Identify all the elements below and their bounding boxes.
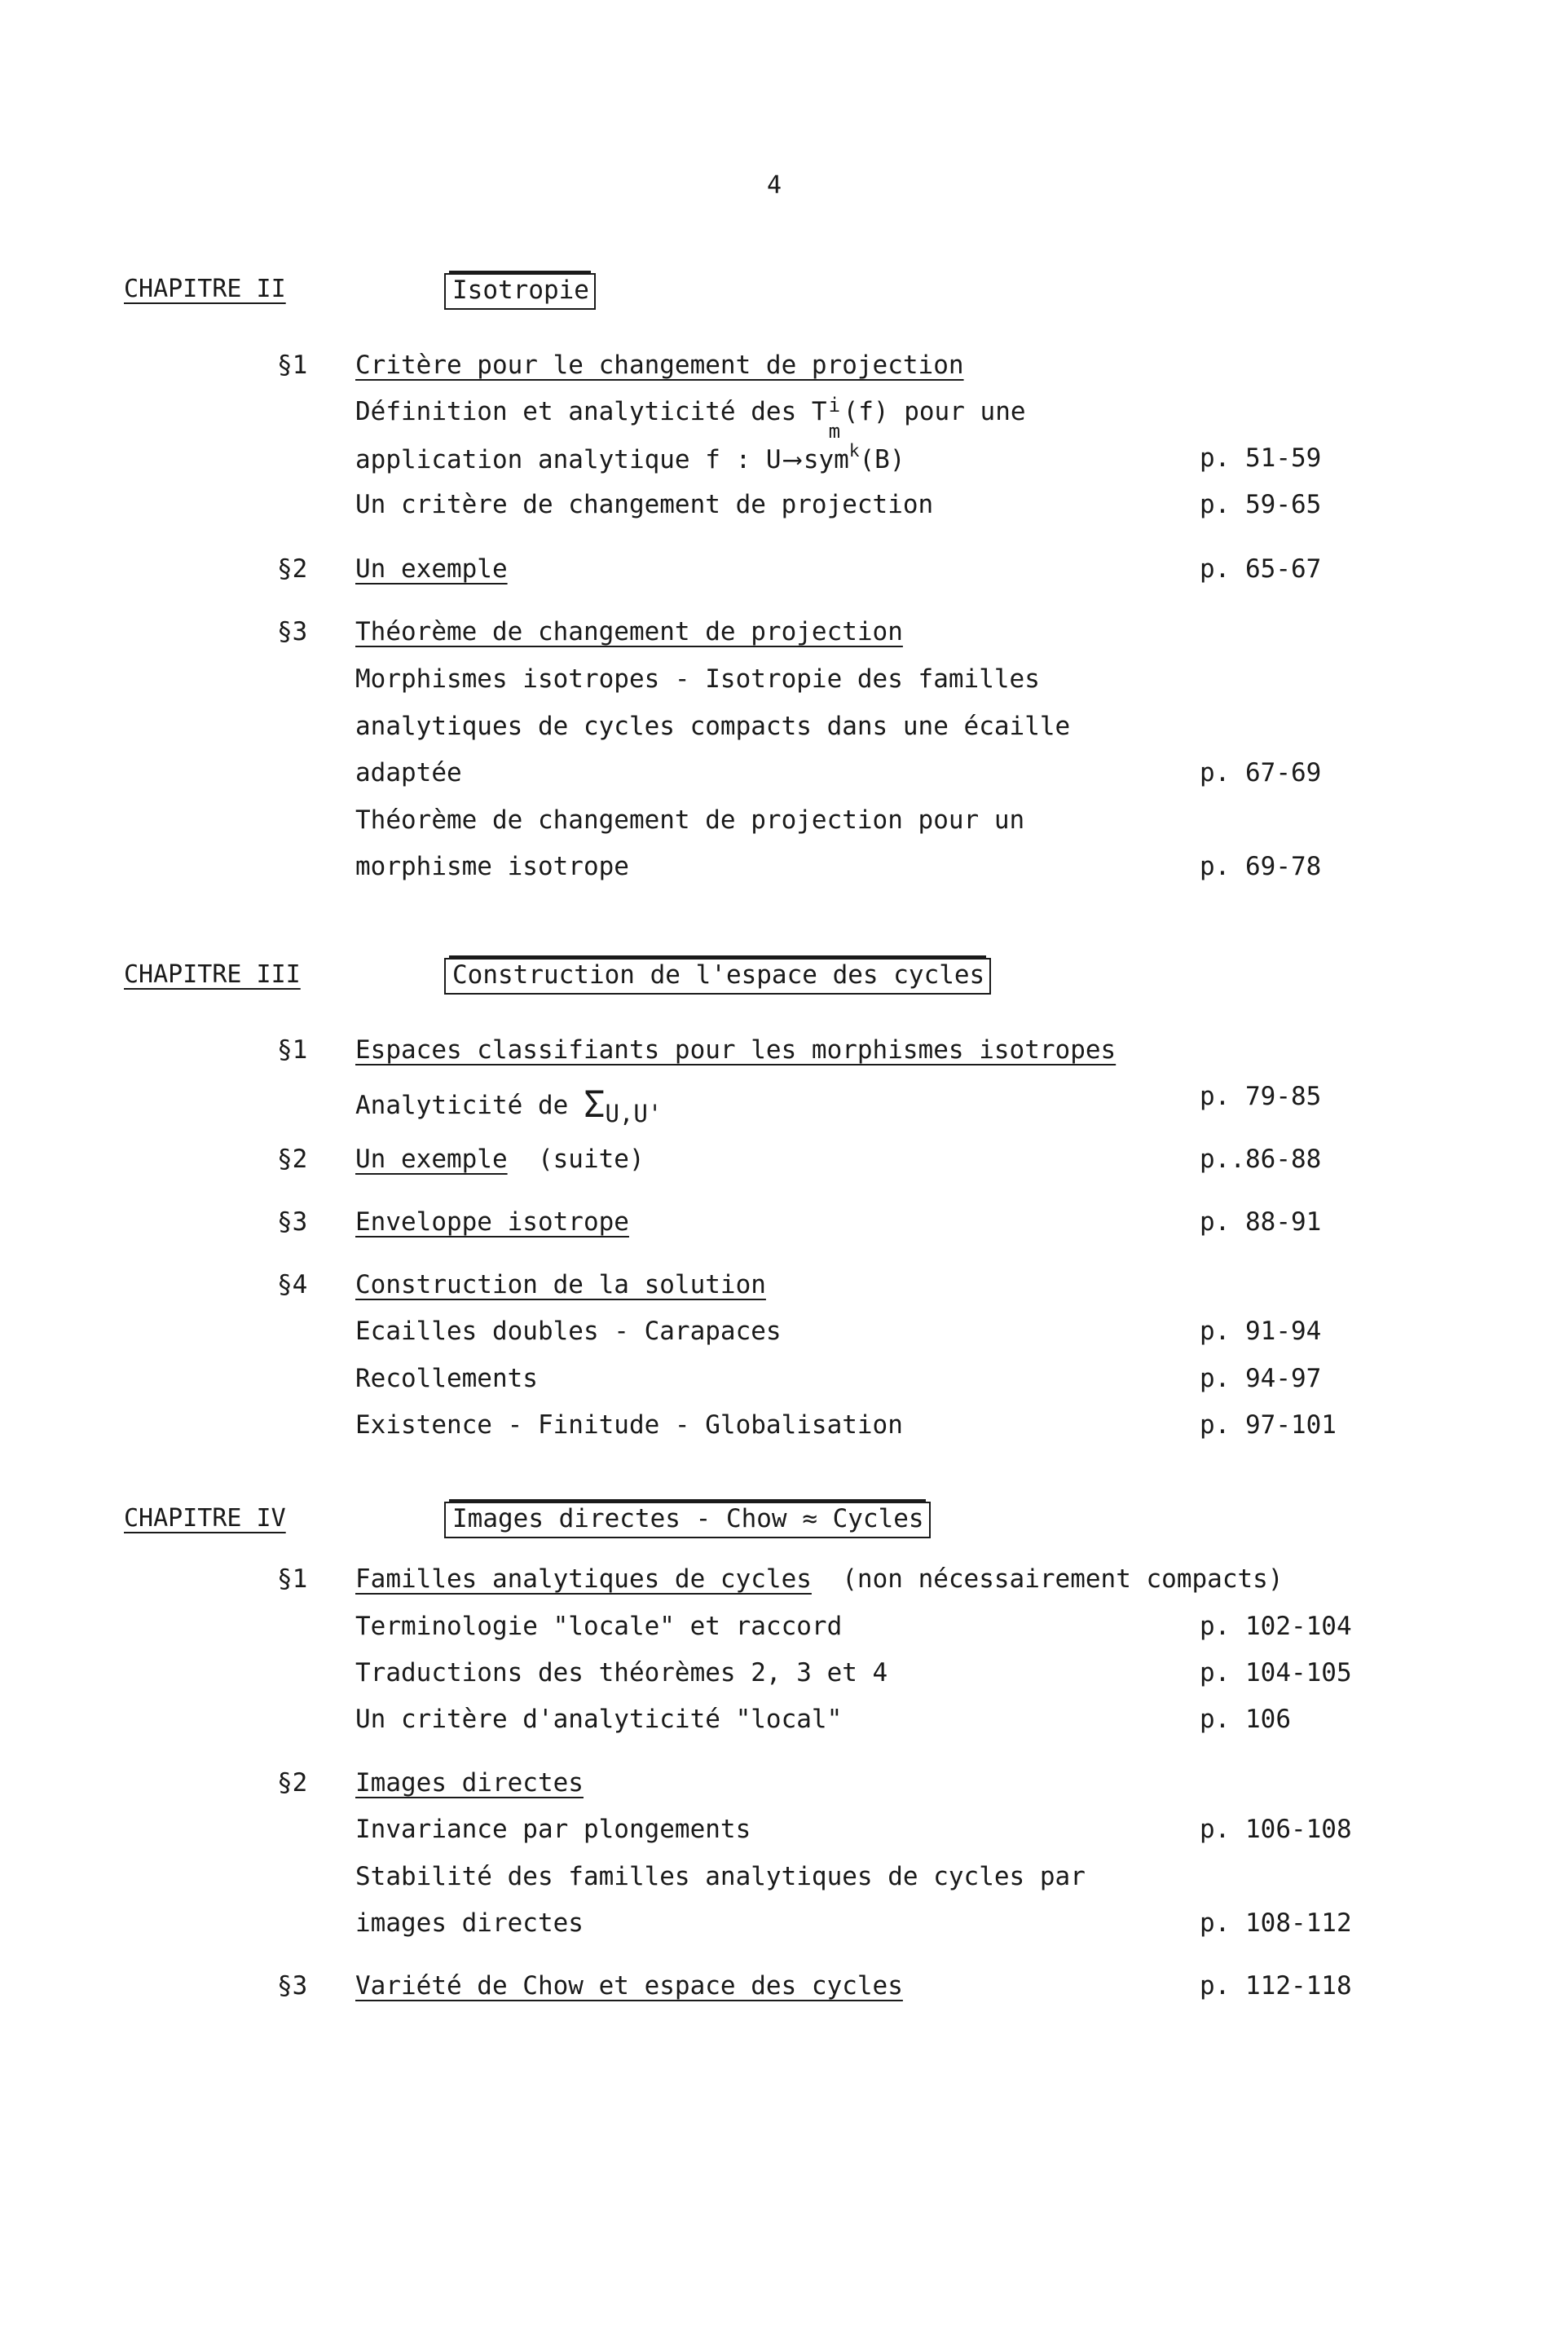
ch3-sec3-title: Enveloppe isotrope: [355, 1207, 629, 1237]
ch4-sec1-entry-pages: p. 102-104: [1200, 1612, 1352, 1641]
ch4-sec2-entry: Stabilité des familles analytiques de cycles par: [355, 1862, 1086, 1891]
ch2-sec3-mark: §3: [277, 617, 308, 646]
chapter-3-label: CHAPITRE III: [124, 960, 301, 989]
t-superscript: i: [828, 394, 841, 417]
ch4-sec2-entry: Invariance par plongements: [355, 1815, 751, 1844]
ch2-sec3-line: Morphismes isotropes - Isotropie des familles: [355, 664, 1040, 694]
ch3-sec1-mark: §1: [277, 1035, 308, 1065]
ch4-sec1-suffix: (non nécessairement compacts): [842, 1564, 1284, 1594]
t-indices: [827, 394, 843, 443]
ch3-sec4-title: Construction de la solution: [355, 1270, 766, 1299]
ch4-sec1-entry-pages: p. 104-105: [1200, 1658, 1352, 1688]
ch3-sec1-line: [355, 1084, 663, 1127]
chapter-2-label: CHAPITRE II: [124, 275, 286, 303]
ch2-sec1-line3-pages: p. 59-65: [1200, 490, 1322, 519]
ch2-sec2-pages: p. 65-67: [1200, 554, 1322, 584]
chapter-3-title-box: [444, 958, 991, 995]
chapter-4-title-box: [444, 1502, 931, 1538]
ch2-sec1-line1: [355, 394, 1026, 443]
sym-superscript: k: [848, 441, 860, 461]
ch4-sec1-mark: §1: [277, 1564, 308, 1594]
chapter-4-label: CHAPITRE IV: [124, 1504, 286, 1533]
ch2-sec3-line: analytiques de cycles compacts dans une écaille: [355, 712, 1071, 741]
ch3-sec1-title: Espaces classifiants pour les morphismes isotropes: [355, 1035, 1117, 1065]
ch3-sec4-line: Recollements: [355, 1364, 538, 1393]
ch3-sec4-line-pages: p. 97-101: [1200, 1410, 1337, 1440]
ch4-sec3-mark: §3: [277, 1971, 308, 2001]
chapter-2-title-box: [444, 273, 596, 310]
ch4-sec2-entry-pages: p. 106-108: [1200, 1815, 1352, 1844]
ch4-sec1-entry: Terminologie "locale" et raccord: [355, 1612, 843, 1641]
ch2-sec2-title: Un exemple: [355, 554, 508, 584]
ch2-sec3-line-pages: p. 67-69: [1200, 758, 1322, 788]
ch2-sec1-line2-b: sym: [803, 445, 849, 474]
ch2-sec1-title: Critère pour le changement de projection: [355, 351, 964, 380]
ch4-sec1-entry: Un critère d'analyticité "local": [355, 1705, 843, 1734]
chapter-2-title: Isotropie: [452, 276, 589, 305]
chapter-3-title: Construction de l'espace des cycles: [452, 960, 985, 990]
ch3-sec1-pages: p. 79-85: [1200, 1082, 1322, 1111]
ch2-sec1-line2: [355, 441, 905, 474]
ch2-sec1-mark: §1: [277, 351, 308, 380]
ch4-sec1-entry: Traductions des théorèmes 2, 3 et 4: [355, 1658, 888, 1688]
ch2-sec2-mark: §2: [277, 554, 308, 584]
ch4-sec2-entry: images directes: [355, 1908, 584, 1938]
ch3-sec3-mark: §3: [277, 1207, 308, 1237]
ch4-sec2-title: Images directes: [355, 1768, 584, 1798]
ch3-sec4-line-pages: p. 91-94: [1200, 1317, 1322, 1346]
ch3-sec1-line-a: Analyticité de: [355, 1091, 584, 1120]
ch2-sec1-line2-a: application analytique f : U: [355, 445, 782, 474]
ch2-sec3-title: Théorème de changement de projection: [355, 617, 903, 646]
ch2-sec1-line1-b: (f) pour une: [843, 397, 1026, 426]
ch3-sec4-mark: §4: [277, 1270, 308, 1299]
ch3-sec2-line: [355, 1147, 645, 1172]
ch3-sec2-pages: p..86-88: [1200, 1145, 1322, 1174]
ch4-sec3-pages: p. 112-118: [1200, 1971, 1352, 2001]
ch3-sec4-line: Existence - Finitude - Globalisation: [355, 1410, 903, 1440]
sigma-subscript: U,U': [605, 1100, 663, 1127]
ch4-sec3-title: Variété de Chow et espace des cycles: [355, 1971, 903, 2001]
ch3-sec2-mark: §2: [277, 1145, 308, 1174]
chapter-4-title: Images directes - Chow ≈ Cycles: [452, 1504, 924, 1533]
ch3-sec4-line-pages: p. 94-97: [1200, 1364, 1322, 1393]
page-number: 4: [767, 171, 782, 200]
ch3-sec3-pages: p. 88-91: [1200, 1207, 1322, 1237]
ch4-sec1-title: Familles analytiques de cycles: [355, 1564, 812, 1594]
ch2-sec3-line: morphisme isotrope: [355, 852, 629, 881]
long-right-arrow-icon: ⟶: [784, 443, 800, 474]
ch2-sec1-line2-c: (B): [859, 445, 905, 474]
ch4-sec1-line: [355, 1564, 1284, 1594]
ch4-sec2-mark: §2: [277, 1768, 308, 1798]
ch2-sec1-line2-pages: p. 51-59: [1200, 443, 1322, 473]
ch2-sec3-line: Théorème de changement de projection pour un: [355, 805, 1025, 835]
ch2-sec1-line3: Un critère de changement de projection: [355, 490, 934, 519]
ch3-sec4-line: Ecailles doubles - Carapaces: [355, 1317, 782, 1346]
ch4-sec2-entry-pages: p. 108-112: [1200, 1908, 1352, 1938]
ch2-sec3-line: adaptée: [355, 758, 462, 788]
sigma-symbol: Σ: [583, 1084, 606, 1126]
ch3-sec2-suffix: (suite): [537, 1145, 645, 1174]
ch2-sec3-line-pages: p. 69-78: [1200, 852, 1322, 881]
ch4-sec1-entry-pages: p. 106: [1200, 1705, 1291, 1734]
t-subscript: m: [828, 420, 841, 443]
ch3-sec2-title: Un exemple: [355, 1145, 508, 1174]
ch2-sec1-line1-a: Définition et analyticité des T: [355, 397, 827, 426]
